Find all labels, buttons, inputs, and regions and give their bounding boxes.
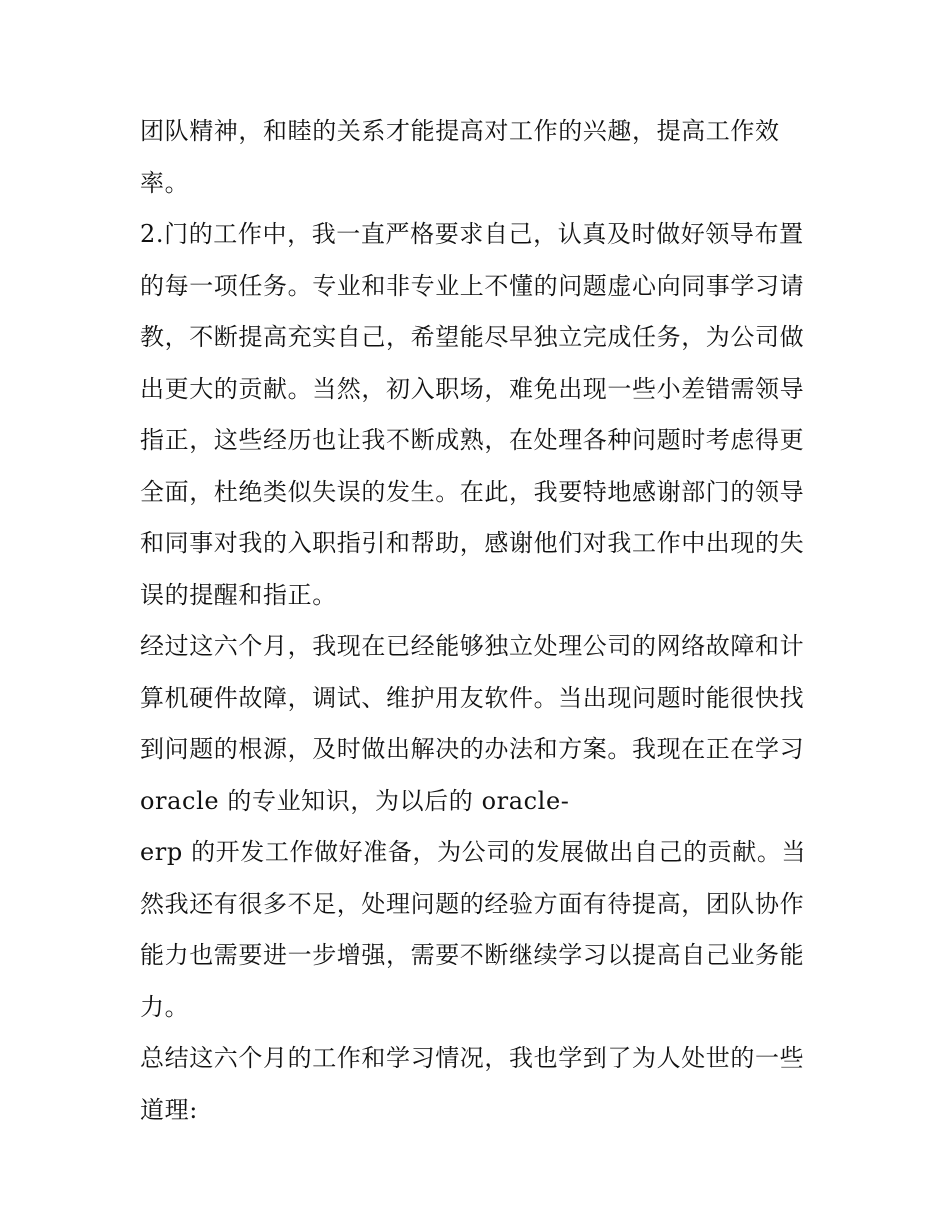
text-line: 2.门的工作中，我一直严格要求自己，认真及时做好领导布置: [140, 220, 804, 248]
document-body: [140, 106, 820, 1136]
text-line: 能力也需要进一步增强，需要不断继续学习以提高自己业务能: [140, 941, 805, 969]
text-line: 算机硬件故障，调试、维护用友软件。当出现问题时能很快找: [140, 683, 805, 712]
text-line: erp 的开发工作做好准备，为公司的发展做出自己的贡献。当: [140, 838, 807, 866]
text-line: 然我还有很多不足，处理问题的经验方面有待提高，团队协作: [140, 889, 805, 918]
text-line: 到问题的根源，及时做出解决的办法和方案。我现在正在学习: [140, 735, 805, 763]
text-line: 误的提醒和指正。: [140, 580, 337, 609]
text-line: 经过这六个月，我现在已经能够独立处理公司的网络故障和计: [140, 632, 805, 660]
text-line: 道理:: [140, 1095, 198, 1124]
text-line: 教，不断提高充实自己，希望能尽早独立完成任务，为公司做: [140, 323, 805, 351]
paragraph-six-months-progress: [140, 621, 820, 1033]
text-line: 指正，这些经历也让我不断成熟，在处理各种问题时考虑得更: [140, 426, 805, 454]
text-line: 团队精神，和睦的关系才能提高对工作的兴趣，提高工作效: [140, 117, 780, 145]
text-line: 全面，杜绝类似失误的发生。在此，我要特地感谢部门的领导: [140, 477, 805, 506]
text-line: 率。: [140, 168, 190, 197]
text-line: 的每一项任务。专业和非专业上不懂的问题虚心向同事学习请: [140, 271, 805, 300]
paragraph-team-spirit: [140, 106, 820, 209]
text-line: 力。: [140, 992, 190, 1021]
text-line: 总结这六个月的工作和学习情况，我也学到了为人处世的一些: [140, 1044, 805, 1072]
paragraph-summary: [140, 1033, 820, 1136]
text-line: oracle 的专业知识，为以后的 oracle-: [140, 786, 570, 815]
text-line: 和同事对我的入职指引和帮助，感谢他们对我工作中出现的失: [140, 529, 805, 557]
paragraph-department-work: [140, 209, 820, 621]
text-line: 出更大的贡献。当然，初入职场，难免出现一些小差错需领导: [140, 374, 805, 403]
